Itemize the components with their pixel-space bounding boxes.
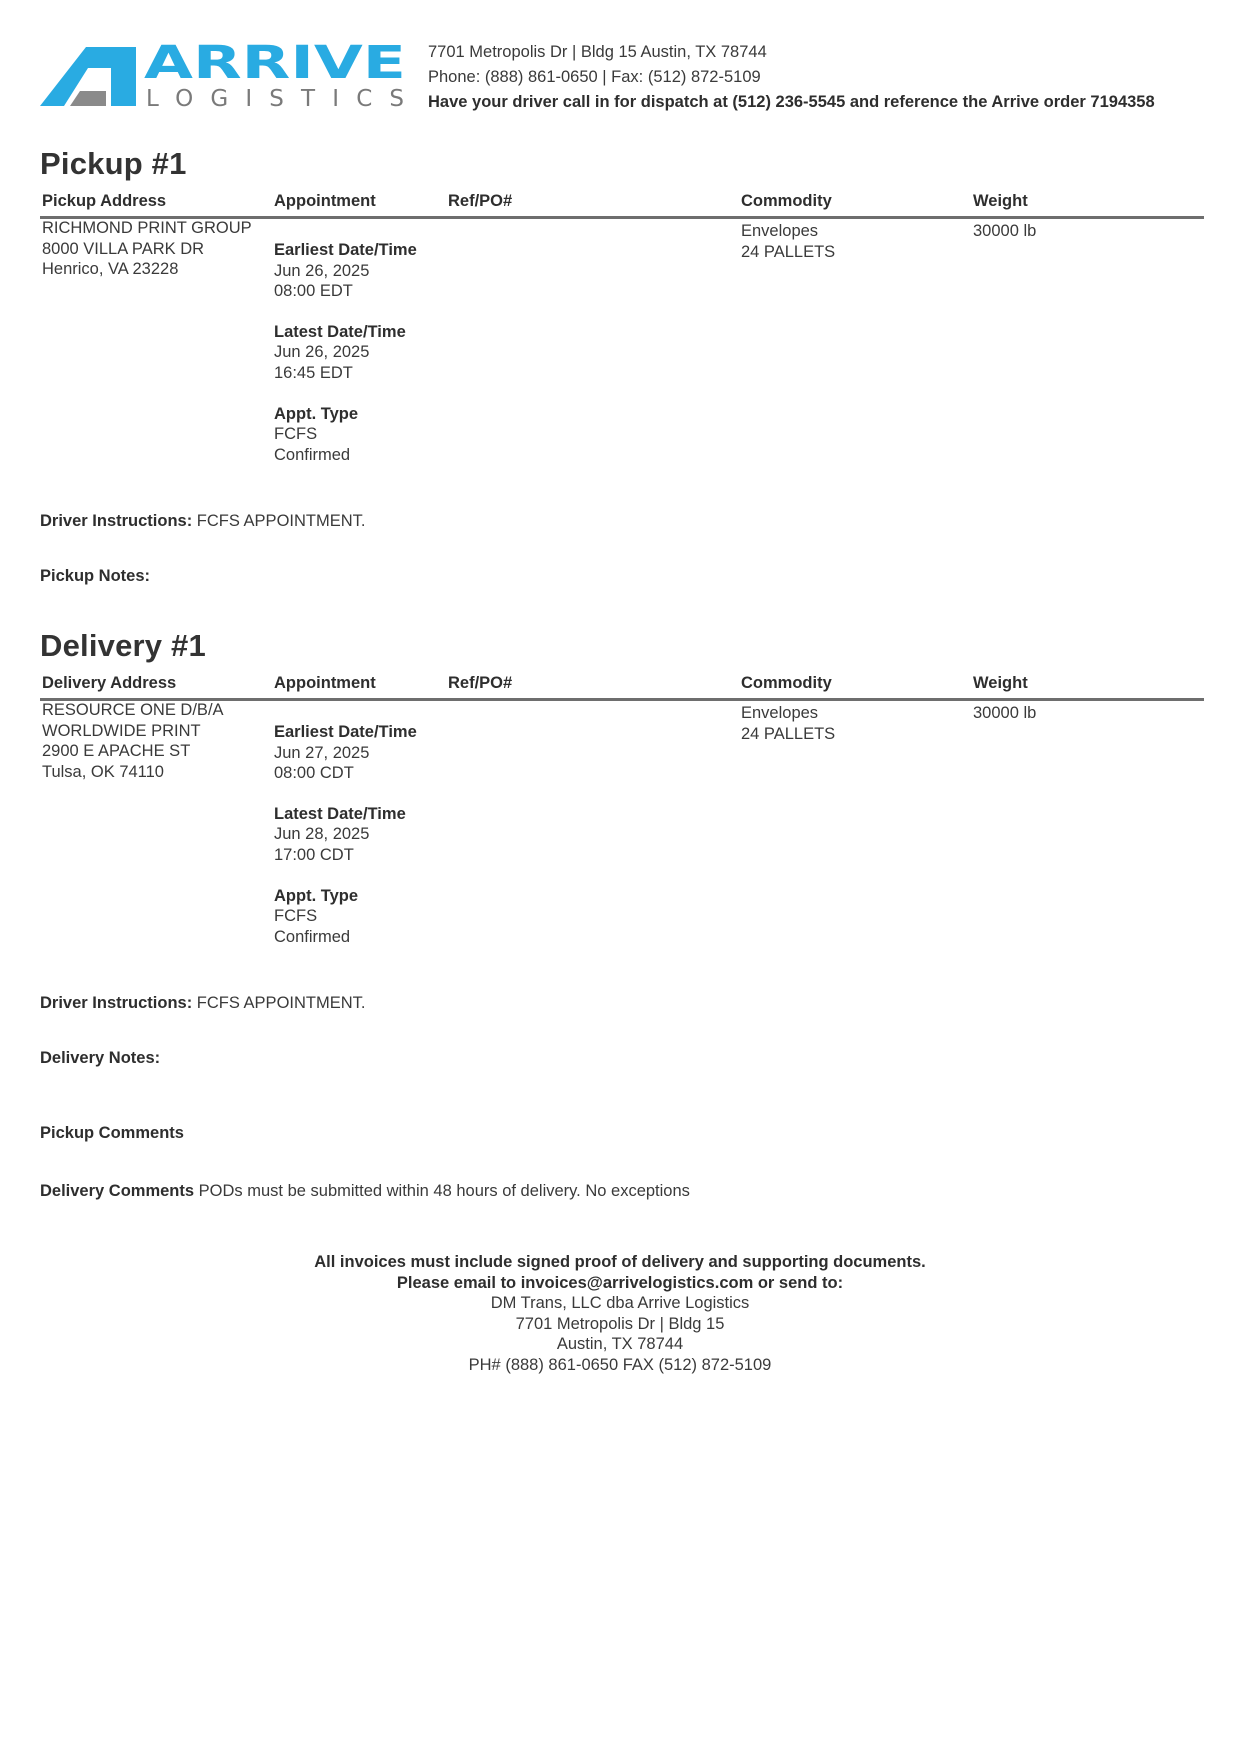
delivery-earliest-label: Earliest Date/Time — [274, 723, 417, 741]
pickup-earliest-time: 08:00 EDT — [274, 282, 353, 301]
arrive-logistics-logo — [40, 44, 410, 110]
pickup-ref-header: Ref/PO# — [448, 192, 513, 210]
invoice-footer — [0, 1252, 1240, 1376]
delivery-address-header: Delivery Address — [42, 674, 177, 692]
delivery-table-header — [40, 674, 1204, 701]
pickup-earliest — [274, 240, 417, 302]
pickup-appt-type-label: Appt. Type — [274, 404, 359, 423]
delivery-appt-status: Confirmed — [274, 927, 351, 946]
delivery-driver-instructions — [40, 994, 365, 1013]
logo-subtitle: LOGISTICS — [146, 86, 404, 110]
footer-phone-fax: PH# (888) 861-0650 FAX (512) 872-5109 — [468, 1355, 772, 1374]
delivery-address-line: WORLDWIDE PRINT — [42, 721, 201, 740]
footer-street: 7701 Metropolis Dr | Bldg 15 — [515, 1314, 725, 1333]
pickup-address-line: Henrico, VA 23228 — [42, 260, 179, 279]
delivery-comments-value: PODs must be submitted within 48 hours of delivery. No exceptions — [198, 1182, 690, 1200]
pickup-commodity — [741, 221, 835, 262]
pickup-address — [42, 218, 252, 280]
pickup-weight-header: Weight — [973, 192, 1028, 210]
pickup-comments-label: Pickup Comments — [40, 1124, 184, 1142]
footer-email-instructions: Please email to invoices@arrivelogistics.com or send to: — [396, 1273, 844, 1292]
pickup-appt-type-value: FCFS — [274, 425, 318, 444]
logo-graphic — [40, 44, 410, 110]
pickup-notes-label: Pickup Notes: — [40, 567, 151, 585]
delivery-title: Delivery #1 — [40, 628, 206, 663]
pickup-driver-instructions — [40, 512, 365, 531]
delivery-address-line: 2900 E APACHE ST — [42, 742, 191, 761]
pickup-driver-instructions-value: FCFS APPOINTMENT. — [196, 512, 366, 530]
pickup-comments — [40, 1124, 184, 1143]
pickup-weight-value: 30000 lb — [973, 222, 1037, 240]
delivery-address — [42, 700, 224, 782]
delivery-driver-instructions-value: FCFS APPOINTMENT. — [196, 994, 366, 1012]
delivery-weight-value: 30000 lb — [973, 704, 1037, 722]
delivery-appt-type — [274, 886, 417, 948]
delivery-comments-label: Delivery Comments — [40, 1182, 195, 1200]
delivery-address-line: Tulsa, OK 74110 — [42, 762, 164, 781]
delivery-weight — [973, 703, 1036, 724]
delivery-notes-label: Delivery Notes: — [40, 1049, 161, 1067]
delivery-address-line: RESOURCE ONE D/B/A — [42, 701, 224, 719]
company-address: 7701 Metropolis Dr | Bldg 15 Austin, TX 78744 — [428, 43, 767, 61]
pickup-address-line: RICHMOND PRINT GROUP — [42, 219, 252, 237]
delivery-driver-instructions-label: Driver Instructions: — [40, 994, 193, 1012]
pickup-commodity-name: Envelopes — [741, 222, 819, 240]
delivery-commodity — [741, 703, 835, 744]
delivery-commodity-name: Envelopes — [741, 704, 819, 722]
pickup-latest — [274, 322, 417, 384]
pickup-title: Pickup #1 — [40, 146, 187, 181]
delivery-appt-type-label: Appt. Type — [274, 886, 359, 905]
footer-city: Austin, TX 78744 — [556, 1335, 684, 1354]
pickup-notes — [40, 567, 150, 586]
pickup-commodity-header: Commodity — [741, 192, 832, 210]
pickup-appointment — [274, 240, 417, 485]
logo-wordmark: ARRIVE — [144, 44, 406, 89]
pickup-latest-date: Jun 26, 2025 — [274, 343, 370, 362]
company-phone-fax: Phone: (888) 861-0650 | Fax: (512) 872-5109 — [428, 68, 761, 86]
pickup-appointment-header: Appointment — [274, 192, 376, 210]
dispatch-instructions: Have your driver call in for dispatch at (512) 236-5545 and reference the Arrive order 7194358 — [428, 93, 1155, 111]
logo-mark-gray — [70, 91, 106, 106]
pickup-earliest-date: Jun 26, 2025 — [274, 261, 370, 280]
footer-company-name: DM Trans, LLC dba Arrive Logistics — [490, 1294, 750, 1313]
delivery-appointment — [274, 722, 417, 967]
pickup-latest-time: 16:45 EDT — [274, 363, 353, 382]
delivery-earliest-date: Jun 27, 2025 — [274, 743, 370, 762]
delivery-appointment-header: Appointment — [274, 674, 376, 692]
company-contact-block — [428, 40, 1155, 115]
pickup-earliest-label: Earliest Date/Time — [274, 241, 417, 259]
delivery-commodity-header: Commodity — [741, 674, 832, 692]
delivery-latest-date: Jun 28, 2025 — [274, 825, 370, 844]
pickup-weight — [973, 221, 1036, 242]
delivery-appt-type-value: FCFS — [274, 907, 318, 926]
footer-invoice-requirement: All invoices must include signed proof of delivery and supporting documents. — [314, 1253, 926, 1271]
delivery-ref-header: Ref/PO# — [448, 674, 513, 692]
pickup-pallets: 24 PALLETS — [741, 242, 836, 261]
delivery-notes — [40, 1049, 160, 1068]
delivery-earliest — [274, 722, 417, 784]
pickup-appt-type — [274, 404, 417, 466]
delivery-pallets: 24 PALLETS — [741, 724, 836, 743]
pickup-latest-label: Latest Date/Time — [274, 322, 406, 341]
pickup-address-header: Pickup Address — [42, 192, 167, 210]
pickup-table-header — [40, 192, 1204, 219]
delivery-earliest-time: 08:00 CDT — [274, 764, 354, 783]
delivery-weight-header: Weight — [973, 674, 1028, 692]
pickup-driver-instructions-label: Driver Instructions: — [40, 512, 193, 530]
pickup-address-line: 8000 VILLA PARK DR — [42, 239, 205, 258]
delivery-comments — [40, 1182, 690, 1201]
delivery-latest-time: 17:00 CDT — [274, 845, 354, 864]
delivery-latest-label: Latest Date/Time — [274, 804, 406, 823]
pickup-appt-status: Confirmed — [274, 445, 351, 464]
delivery-latest — [274, 804, 417, 866]
